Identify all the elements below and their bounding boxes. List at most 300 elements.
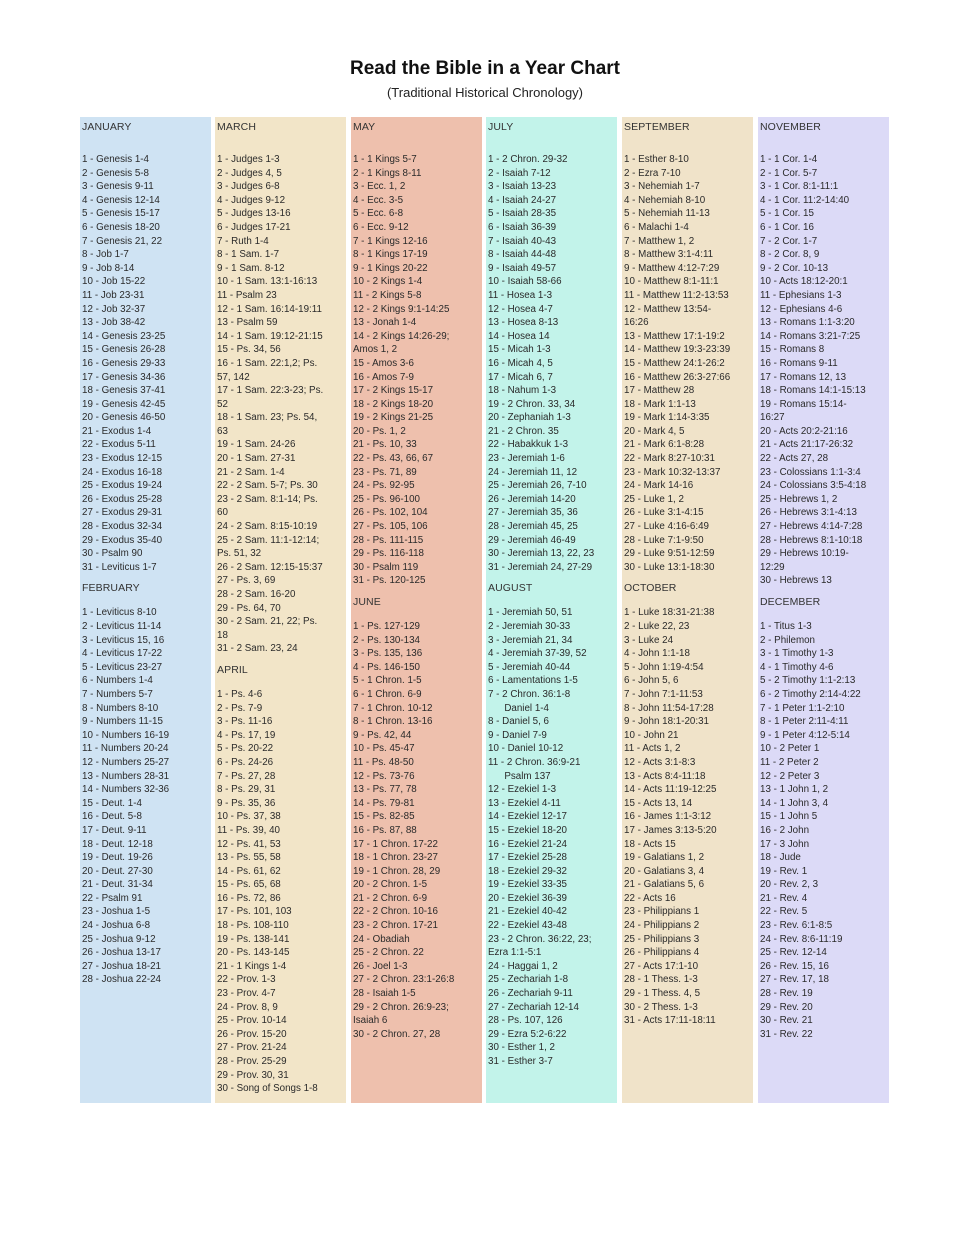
reading-entry: 3 - 1 Cor. 8:1-11:1 xyxy=(760,181,839,193)
reading-entry: 20 - 1 Sam. 27-31 xyxy=(217,453,296,465)
reading-entry: 31 - Leviticus 1-7 xyxy=(82,561,157,573)
reading-entry: 26 - Prov. 15-20 xyxy=(217,1028,287,1040)
reading-entry: 29 - Ps. 64, 70 xyxy=(217,602,281,614)
reading-entry: 26 - Joel 1-3 xyxy=(353,960,408,972)
reading-entry: 30 - Esther 1, 2 xyxy=(488,1042,555,1054)
reading-entry: 29 - Ps. 116-118 xyxy=(353,548,424,560)
reading-entry: 63 xyxy=(217,425,228,437)
reading-entry: 16 - Ps. 87, 88 xyxy=(353,824,417,836)
reading-entry: 8 - Isaiah 44-48 xyxy=(488,249,557,261)
reading-entry: 18 - 2 Kings 18-20 xyxy=(353,398,434,410)
reading-entry: 26 - Hebrews 3:1-4:13 xyxy=(760,507,857,519)
reading-entry: 21 - 1 Kings 1-4 xyxy=(217,960,287,972)
reading-entry: 17 - 1 Chron. 17-22 xyxy=(353,838,438,850)
reading-entry: 5 - Isaiah 28-35 xyxy=(488,208,557,220)
reading-entry: 25 - Ps. 96-100 xyxy=(353,493,420,505)
reading-entry: 30 - 2 Thess. 1-3 xyxy=(624,1001,698,1013)
reading-entry: 19 - Rev. 1 xyxy=(760,865,808,877)
reading-entry: 8 - 1 Kings 17-19 xyxy=(353,249,428,261)
reading-entry: 28 - 1 Thess. 1-3 xyxy=(624,974,698,986)
reading-entry: 20 - Ezekiel 36-39 xyxy=(488,892,567,904)
reading-entry: 11 - Acts 1, 2 xyxy=(624,743,681,755)
reading-entry: 20 - Genesis 46-50 xyxy=(82,412,166,424)
reading-entry: 9 - Daniel 7-9 xyxy=(488,729,547,741)
reading-entry: 7 - 2 Cor. 1-7 xyxy=(760,235,818,247)
reading-entry: 4 - Ecc. 3-5 xyxy=(353,194,404,206)
reading-entry: 14 - Numbers 32-36 xyxy=(82,784,170,796)
reading-entry: 20 - Acts 20:2-21:16 xyxy=(760,425,848,437)
reading-entry: 26 - Luke 3:1-4:15 xyxy=(624,507,704,519)
reading-entry: 12 - Hosea 4-7 xyxy=(488,303,553,315)
reading-entry: 15 - Ezekiel 18-20 xyxy=(488,824,567,836)
reading-entry: 7 - Genesis 21, 22 xyxy=(82,235,163,247)
reading-entry: 26 - Zechariah 9-11 xyxy=(488,988,573,1000)
reading-entry: 22 - Ps. 43, 66, 67 xyxy=(353,453,434,465)
reading-entry: 24 - Jeremiah 11, 12 xyxy=(488,466,578,478)
reading-entry: 10 - Daniel 10-12 xyxy=(488,743,564,755)
reading-entry: 7 - Numbers 5-7 xyxy=(82,688,153,700)
reading-entry: 24 - Obadiah xyxy=(353,933,410,945)
reading-entry: 4 - Genesis 12-14 xyxy=(82,194,160,206)
reading-entry: 26 - 2 Sam. 12:15-15:37 xyxy=(217,561,323,573)
column-jul-aug xyxy=(486,117,617,1103)
reading-entry: 16:27 xyxy=(760,412,785,424)
reading-entry: 2 - Philemon xyxy=(760,634,815,646)
reading-entry: 14 - Genesis 23-25 xyxy=(82,330,166,342)
reading-entry: 23 - Exodus 12-15 xyxy=(82,453,163,465)
reading-entry: 12 - Ps. 73-76 xyxy=(353,770,415,782)
reading-entry: 30 - Jeremiah 13, 22, 23 xyxy=(488,548,595,560)
reading-entry: 19 - Romans 15:14- xyxy=(760,398,847,410)
reading-entry: 12 - Matthew 13:54- xyxy=(624,303,712,315)
reading-entry: 30 - Song of Songs 1-8 xyxy=(217,1083,318,1095)
reading-entry: 25 - Philippians 3 xyxy=(624,933,700,945)
reading-entry: 1 - Ps. 4-6 xyxy=(217,688,263,700)
page-title: Read the Bible in a Year Chart xyxy=(350,58,620,79)
reading-entry: 23 - Jeremiah 1-6 xyxy=(488,453,565,465)
reading-entry: 16 - Matthew 26:3-27:66 xyxy=(624,371,731,383)
reading-entry: 25 - Exodus 19-24 xyxy=(82,480,163,492)
reading-entry: 5 - Ecc. 6-8 xyxy=(353,208,404,220)
reading-entry: 8 - 2 Cor. 8, 9 xyxy=(760,249,820,261)
reading-entry: 4 - Ps. 146-150 xyxy=(353,661,420,673)
reading-entry: 13 - Romans 1:1-3:20 xyxy=(760,317,855,329)
reading-entry: 28 - Luke 7:1-9:50 xyxy=(624,534,704,546)
reading-entry: 19 - Ps. 138-141 xyxy=(217,933,290,945)
reading-entry: 27 - Jeremiah 35, 36 xyxy=(488,507,578,519)
reading-entry: 21 - Ezekiel 40-42 xyxy=(488,906,567,918)
reading-entry: 15 - Matthew 24:1-26:2 xyxy=(624,357,725,369)
reading-entry: 29 - Exodus 35-40 xyxy=(82,534,163,546)
reading-entry: 24 - Colossians 3:5-4:18 xyxy=(760,480,867,492)
reading-entry: 9 - Isaiah 49-57 xyxy=(488,262,557,274)
month-heading: MAY xyxy=(353,121,376,133)
reading-entry: 23 - Philippians 1 xyxy=(624,906,700,918)
reading-entry: 1 - Genesis 1-4 xyxy=(82,154,149,165)
reading-entry: 6 - Lamentations 1-5 xyxy=(488,675,578,687)
reading-entry: 10 - 2 Kings 1-4 xyxy=(353,276,423,288)
reading-entry: 30 - Psalm 90 xyxy=(82,548,143,560)
reading-entry: 5 - Nehemiah 11-13 xyxy=(624,208,710,220)
reading-entry: 19 - Mark 1:14-3:35 xyxy=(624,412,710,424)
reading-entry: 24 - Prov. 8, 9 xyxy=(217,1001,278,1013)
reading-entry: 22 - 2 Chron. 10-16 xyxy=(353,906,438,918)
reading-entry: 17 - 3 John xyxy=(760,838,810,850)
reading-entry: 31 - Rev. 22 xyxy=(760,1028,813,1040)
reading-entry: 2 - 1 Cor. 5-7 xyxy=(760,167,818,179)
month-heading: MARCH xyxy=(217,121,256,133)
reading-entry: 13 - Ezekiel 4-11 xyxy=(488,797,561,809)
reading-entry: 17 - Micah 6, 7 xyxy=(488,371,553,383)
reading-entry: Ps. 51, 32 xyxy=(217,548,262,560)
reading-entry: 12:29 xyxy=(760,561,785,573)
reading-entry: 16 - Micah 4, 5 xyxy=(488,357,553,369)
reading-entry: 24 - Haggai 1, 2 xyxy=(488,960,558,972)
reading-entry: 28 - Isaiah 1-5 xyxy=(353,988,416,1000)
reading-entry: 8 - Ps. 29, 31 xyxy=(217,784,276,796)
reading-entry: 3 - Jeremiah 21, 34 xyxy=(488,634,573,646)
reading-entry: 3 - 1 Timothy 1-3 xyxy=(760,648,834,660)
reading-entry: 24 - 2 Sam. 8:15-10:19 xyxy=(217,521,318,533)
reading-entry: 28 - Ps. 107, 126 xyxy=(488,1015,563,1027)
reading-entry: 30 - 2 Sam. 21, 22; Ps. xyxy=(217,616,318,628)
reading-entry: 16 - Romans 9-11 xyxy=(760,357,838,369)
reading-entry: 24 - Philippians 2 xyxy=(624,920,700,932)
reading-entry: 23 - 2 Sam. 8:1-14; Ps. xyxy=(217,493,318,505)
reading-entry: 9 - Job 8-14 xyxy=(82,262,135,274)
reading-entry: 22 - Mark 8:27-10:31 xyxy=(624,453,715,465)
reading-entry: 16 - Genesis 29-33 xyxy=(82,357,166,369)
reading-entry: 18 xyxy=(217,629,228,641)
reading-entry: 11 - 2 Kings 5-8 xyxy=(353,289,422,301)
reading-entry: 15 - Deut. 1-4 xyxy=(82,797,142,809)
reading-entry: 3 - Judges 6-8 xyxy=(217,181,280,193)
reading-entry: 14 - 2 Kings 14:26-29; xyxy=(353,330,450,342)
reading-entry: 6 - Genesis 18-20 xyxy=(82,221,160,233)
reading-entry: 6 - Malachi 1-4 xyxy=(624,221,689,233)
reading-entry: 4 - Isaiah 24-27 xyxy=(488,194,557,206)
reading-entry: 3 - Genesis 9-11 xyxy=(82,181,154,193)
reading-entry: 1 - Esther 8-10 xyxy=(624,154,689,165)
reading-entry: 17 - James 3:13-5:20 xyxy=(624,824,717,836)
reading-entry: 7 - Isaiah 40-43 xyxy=(488,235,557,247)
reading-entry: 52 xyxy=(217,398,228,410)
reading-entry: 5 - John 1:19-4:54 xyxy=(624,661,704,673)
reading-entry: 16:26 xyxy=(624,317,649,329)
reading-entry: 2 - Ezra 7-10 xyxy=(624,167,681,179)
reading-entry: Daniel 1-4 xyxy=(488,702,549,714)
reading-entry: 29 - 1 Thess. 4, 5 xyxy=(624,988,701,1000)
reading-entry: 21 - Acts 21:17-26:32 xyxy=(760,439,854,451)
reading-entry: 15 - 1 John 5 xyxy=(760,811,818,823)
column-nov-dec xyxy=(758,117,889,1103)
reading-entry: 31 - 2 Sam. 23, 24 xyxy=(217,643,298,655)
reading-entry: 26 - Ps. 102, 104 xyxy=(353,507,428,519)
reading-entry: 10 - Isaiah 58-66 xyxy=(488,276,562,288)
reading-entry: 27 - Ps. 105, 106 xyxy=(353,521,428,533)
reading-entry: 16 - Amos 7-9 xyxy=(353,371,414,383)
reading-entry: 28 - Joshua 22-24 xyxy=(82,974,161,986)
reading-entry: 28 - Jeremiah 45, 25 xyxy=(488,521,578,533)
reading-entry: 9 - 1 Sam. 8-12 xyxy=(217,262,285,274)
month-heading: FEBRUARY xyxy=(82,582,140,595)
reading-entry: 29 - Hebrews 10:19- xyxy=(760,548,849,560)
reading-entry: 12 - Ezekiel 1-3 xyxy=(488,784,557,796)
reading-entry: 3 - Luke 24 xyxy=(624,634,674,646)
reading-entry: 1 - Ps. 127-129 xyxy=(353,621,420,632)
reading-entry: 9 - Ps. 35, 36 xyxy=(217,797,276,809)
month-heading: JUNE xyxy=(353,596,381,608)
reading-entry: 21 - Exodus 1-4 xyxy=(82,425,152,437)
reading-entry: 16 - Ps. 72, 86 xyxy=(217,892,281,904)
reading-entry: 10 - Numbers 16-19 xyxy=(82,729,170,741)
reading-entry: 60 xyxy=(217,507,228,519)
reading-entry: 8 - Daniel 5, 6 xyxy=(488,716,549,728)
reading-entry: 6 - Judges 17-21 xyxy=(217,221,291,233)
reading-entry: 25 - Luke 1, 2 xyxy=(624,493,684,505)
reading-entry: 16 - James 1:1-3:12 xyxy=(624,811,712,823)
reading-entry: 27 - Exodus 29-31 xyxy=(82,507,163,519)
reading-entry: 15 - Ps. 65, 68 xyxy=(217,879,281,891)
reading-entry: 13 - Ps. 55, 58 xyxy=(217,852,281,864)
reading-entry: 2 - 1 Kings 8-11 xyxy=(353,167,422,179)
month-heading: APRIL xyxy=(217,663,248,676)
reading-entry: 10 - 1 Sam. 13:1-16:13 xyxy=(217,276,318,288)
reading-entry: 26 - Philippians 4 xyxy=(624,947,700,959)
reading-entry: 3 - Leviticus 15, 16 xyxy=(82,634,165,646)
reading-entry: 31 - Jeremiah 24, 27-29 xyxy=(488,561,593,573)
reading-entry: 1 - 1 Kings 5-7 xyxy=(353,154,417,165)
reading-entry: 10 - Matthew 8:1-11:1 xyxy=(624,276,719,288)
reading-entry: 22 - Ezekiel 43-48 xyxy=(488,920,567,932)
reading-entry: 15 - Genesis 26-28 xyxy=(82,344,166,356)
reading-entry: 12 - 1 Sam. 16:14-19:11 xyxy=(217,303,322,315)
month-heading: JULY xyxy=(488,121,514,133)
reading-entry: 22 - Rev. 5 xyxy=(760,906,808,918)
reading-entry: 21 - 2 Chron. 35 xyxy=(488,425,559,437)
reading-entry: 20 - Galatians 3, 4 xyxy=(624,865,705,877)
reading-entry: 10 - John 21 xyxy=(624,729,679,741)
reading-entry: 15 - Acts 13, 14 xyxy=(624,797,693,809)
reading-entry: 14 - Ps. 61, 62 xyxy=(217,865,281,877)
reading-entry: Amos 1, 2 xyxy=(353,344,398,356)
reading-entry: 28 - Exodus 32-34 xyxy=(82,521,163,533)
reading-entry: 2 - Isaiah 7-12 xyxy=(488,167,551,179)
reading-entry: 23 - Prov. 4-7 xyxy=(217,988,276,1000)
reading-entry: 16 - Deut. 5-8 xyxy=(82,811,142,823)
reading-entry: 19 - 1 Sam. 24-26 xyxy=(217,439,296,451)
reading-entry: 8 - Numbers 8-10 xyxy=(82,702,159,714)
reading-entry: 6 - 2 Timothy 2:14-4:22 xyxy=(760,688,861,700)
reading-entry: 18 - Jude xyxy=(760,852,801,864)
reading-entry: 30 - Rev. 21 xyxy=(760,1015,813,1027)
reading-entry: 20 - Mark 4, 5 xyxy=(624,425,685,437)
reading-entry: 11 - Ephesians 1-3 xyxy=(760,289,842,301)
reading-entry: 19 - 2 Kings 21-25 xyxy=(353,412,434,424)
reading-entry: 3 - Ps. 11-16 xyxy=(217,716,273,728)
reading-entry: 15 - Ps. 82-85 xyxy=(353,811,415,823)
reading-entry: 20 - Ps. 1, 2 xyxy=(353,425,406,437)
reading-entry: 31 - Acts 17:11-18:11 xyxy=(624,1015,716,1027)
reading-entry: 28 - Ps. 111-115 xyxy=(353,534,424,546)
reading-entry: 3 - Ps. 135, 136 xyxy=(353,648,423,660)
reading-entry: 16 - Ezekiel 21-24 xyxy=(488,838,567,850)
reading-entry: 2 - Luke 22, 23 xyxy=(624,621,690,632)
reading-entry: 10 - Acts 18:12-20:1 xyxy=(760,276,848,288)
reading-entry: 20 - Rev. 2, 3 xyxy=(760,879,819,891)
reading-entry: 18 - Ezekiel 29-32 xyxy=(488,865,567,877)
reading-entry: 28 - Hebrews 8:1-10:18 xyxy=(760,534,863,546)
reading-entry: 11 - Ps. 39, 40 xyxy=(217,824,280,836)
reading-entry: 7 - Ruth 1-4 xyxy=(217,235,269,247)
reading-entry: 6 - Ps. 24-26 xyxy=(217,756,274,768)
reading-entry: 8 - John 11:54-17:28 xyxy=(624,702,714,714)
reading-entry: 25 - Hebrews 1, 2 xyxy=(760,493,838,505)
reading-entry: 9 - 2 Cor. 10-13 xyxy=(760,262,829,274)
reading-entry: 4 - Ps. 17, 19 xyxy=(217,729,276,741)
reading-entry: 13 - Ps. 77, 78 xyxy=(353,784,417,796)
reading-entry: 13 - Numbers 28-31 xyxy=(82,770,170,782)
reading-entry: 5 - 2 Timothy 1:1-2:13 xyxy=(760,675,856,687)
reading-entry: 6 - Numbers 1-4 xyxy=(82,675,153,687)
reading-entry: 18 - Genesis 37-41 xyxy=(82,385,166,397)
reading-entry: 5 - Judges 13-16 xyxy=(217,208,291,220)
reading-entry: 22 - Prov. 1-3 xyxy=(217,974,276,986)
reading-entry: Psalm 137 xyxy=(488,770,551,782)
reading-entry: 21 - Ps. 10, 33 xyxy=(353,439,417,451)
reading-entry: 7 - 1 Peter 1:1-2:10 xyxy=(760,702,845,714)
reading-entry: 29 - 2 Chron. 26:9-23; xyxy=(353,1001,449,1013)
reading-entry: 17 - 1 Sam. 22:3-23; Ps. xyxy=(217,385,324,397)
reading-entry: 29 - Rev. 20 xyxy=(760,1001,813,1013)
reading-entry: 26 - Exodus 25-28 xyxy=(82,493,163,505)
reading-entry: 14 - Matthew 19:3-23:39 xyxy=(624,344,731,356)
month-heading: AUGUST xyxy=(488,582,533,595)
reading-entry: 6 - Isaiah 36-39 xyxy=(488,221,557,233)
reading-entry: 25 - Joshua 9-12 xyxy=(82,933,156,945)
reading-entry: 31 - Esther 3-7 xyxy=(488,1056,553,1067)
reading-entry: 5 - Ps. 20-22 xyxy=(217,743,274,755)
reading-entry: 28 - Rev. 19 xyxy=(760,988,813,1000)
reading-entry: 18 - Ps. 108-110 xyxy=(217,920,289,932)
reading-entry: 27 - Joshua 18-21 xyxy=(82,960,161,972)
reading-entry: 21 - 2 Chron. 6-9 xyxy=(353,892,428,904)
reading-entry: 18 - Nahum 1-3 xyxy=(488,385,557,397)
reading-entry: 9 - Ps. 42, 44 xyxy=(353,729,412,741)
reading-entry: 2 - Ps. 130-134 xyxy=(353,634,420,646)
reading-entry: 27 - Prov. 21-24 xyxy=(217,1042,287,1054)
reading-entry: 1 - Judges 1-3 xyxy=(217,154,280,165)
reading-entry: 8 - 1 Peter 2:11-4:11 xyxy=(760,716,849,728)
reading-entry: 22 - 2 Sam. 5-7; Ps. 30 xyxy=(217,480,318,492)
reading-entry: 7 - 1 Chron. 10-12 xyxy=(353,702,433,714)
reading-entry: 4 - Jeremiah 37-39, 52 xyxy=(488,648,587,660)
reading-entry: 20 - Deut. 27-30 xyxy=(82,865,153,877)
reading-entry: 2 - Ps. 7-9 xyxy=(217,702,263,714)
reading-entry: 14 - 1 Sam. 19:12-21:15 xyxy=(217,330,323,342)
reading-entry: Isaiah 6 xyxy=(353,1015,388,1027)
column-sep-oct xyxy=(622,117,753,1103)
reading-entry: 17 - Ezekiel 25-28 xyxy=(488,852,567,864)
reading-entry: 22 - Psalm 91 xyxy=(82,892,143,904)
reading-entry: 22 - Acts 16 xyxy=(624,892,676,904)
reading-entry: 30 - Luke 13:1-18:30 xyxy=(624,561,715,573)
reading-entry: 27 - 2 Chron. 23:1-26:8 xyxy=(353,974,455,986)
reading-entry: 23 - Rev. 6:1-8:5 xyxy=(760,920,833,932)
reading-entry: 17 - Romans 12, 13 xyxy=(760,371,847,383)
reading-entry: 4 - Leviticus 17-22 xyxy=(82,648,163,660)
reading-entry: 20 - 2 Chron. 1-5 xyxy=(353,879,428,891)
column-may-jun xyxy=(351,117,482,1103)
reading-entry: 28 - 2 Sam. 16-20 xyxy=(217,589,296,600)
reading-entry: 19 - Ezekiel 33-35 xyxy=(488,879,567,891)
reading-entry: 6 - Ecc. 9-12 xyxy=(353,221,409,233)
reading-entry: 11 - 2 Peter 2 xyxy=(760,756,819,768)
reading-entry: 13 - Psalm 59 xyxy=(217,317,278,329)
reading-entry: 29 - Ezra 5:2-6:22 xyxy=(488,1028,567,1040)
reading-entry: 24 - Exodus 16-18 xyxy=(82,466,163,478)
reading-entry: 17 - Genesis 34-36 xyxy=(82,371,166,383)
reading-entry: 30 - 2 Chron. 27, 28 xyxy=(353,1028,441,1040)
reading-entry: 19 - Genesis 42-45 xyxy=(82,398,166,410)
reading-entry: 9 - Numbers 11-15 xyxy=(82,716,163,728)
reading-entry: 27 - Hebrews 4:14-7:28 xyxy=(760,521,863,533)
reading-entry: 1 - Leviticus 8-10 xyxy=(82,607,157,619)
reading-entry: 22 - Acts 27, 28 xyxy=(760,453,829,465)
reading-entry: 4 - Nehemiah 8-10 xyxy=(624,194,706,206)
reading-entry: 12 - Numbers 25-27 xyxy=(82,756,170,768)
reading-entry: 2 - Genesis 5-8 xyxy=(82,167,149,179)
reading-entry: 1 - Luke 18:31-21:38 xyxy=(624,607,715,619)
reading-entry: 23 - 2 Chron. 36:22, 23; xyxy=(488,933,592,945)
reading-entry: 6 - 1 Cor. 16 xyxy=(760,221,814,233)
reading-entry: 6 - John 5, 6 xyxy=(624,675,679,687)
reading-entry: 6 - 1 Chron. 6-9 xyxy=(353,688,422,700)
reading-entry: 23 - Mark 10:32-13:37 xyxy=(624,466,721,478)
reading-entry: 22 - Habakkuk 1-3 xyxy=(488,439,569,451)
reading-entry: 10 - Job 15-22 xyxy=(82,276,146,288)
reading-entry: 18 - Acts 15 xyxy=(624,838,676,850)
reading-entry: 23 - Colossians 1:1-3:4 xyxy=(760,466,861,478)
reading-entry: 24 - Mark 14-16 xyxy=(624,480,694,492)
reading-entry: 27 - Luke 4:16-6:49 xyxy=(624,521,709,533)
reading-entry: 18 - Mark 1:1-13 xyxy=(624,398,696,410)
reading-entry: 3 - Ecc. 1, 2 xyxy=(353,181,406,193)
reading-entry: 18 - 1 Chron. 23-27 xyxy=(353,852,438,864)
reading-entry: 8 - Matthew 3:1-4:11 xyxy=(624,249,714,261)
reading-entry: 4 - 1 Timothy 4-6 xyxy=(760,661,834,673)
reading-entry: 25 - Rev. 12-14 xyxy=(760,947,827,959)
reading-entry: 20 - Ps. 143-145 xyxy=(217,947,290,959)
reading-entry: 30 - Hebrews 13 xyxy=(760,575,832,587)
reading-entry: 8 - 1 Sam. 1-7 xyxy=(217,249,280,261)
reading-entry: 11 - 2 Chron. 36:9-21 xyxy=(488,756,581,768)
column-jan-feb xyxy=(80,117,211,1103)
reading-entry: 10 - Ps. 45-47 xyxy=(353,743,415,755)
reading-entry: 3 - Nehemiah 1-7 xyxy=(624,181,700,193)
reading-entry: 9 - Matthew 4:12-7:29 xyxy=(624,262,720,274)
reading-entry: 21 - 2 Sam. 1-4 xyxy=(217,466,285,478)
reading-entry: 2 - Judges 4, 5 xyxy=(217,167,282,179)
reading-entry: 16 - 2 John xyxy=(760,824,810,836)
reading-entry: 15 - Amos 3-6 xyxy=(353,357,414,369)
reading-entry: 2 - Leviticus 11-14 xyxy=(82,621,162,632)
month-heading: SEPTEMBER xyxy=(624,121,690,133)
reading-entry: 9 - 1 Kings 20-22 xyxy=(353,262,428,274)
reading-entry: 25 - Zechariah 1-8 xyxy=(488,974,569,986)
reading-entry: 7 - 2 Chron. 36:1-8 xyxy=(488,688,571,700)
reading-entry: 13 - Matthew 17:1-19:2 xyxy=(624,330,725,342)
